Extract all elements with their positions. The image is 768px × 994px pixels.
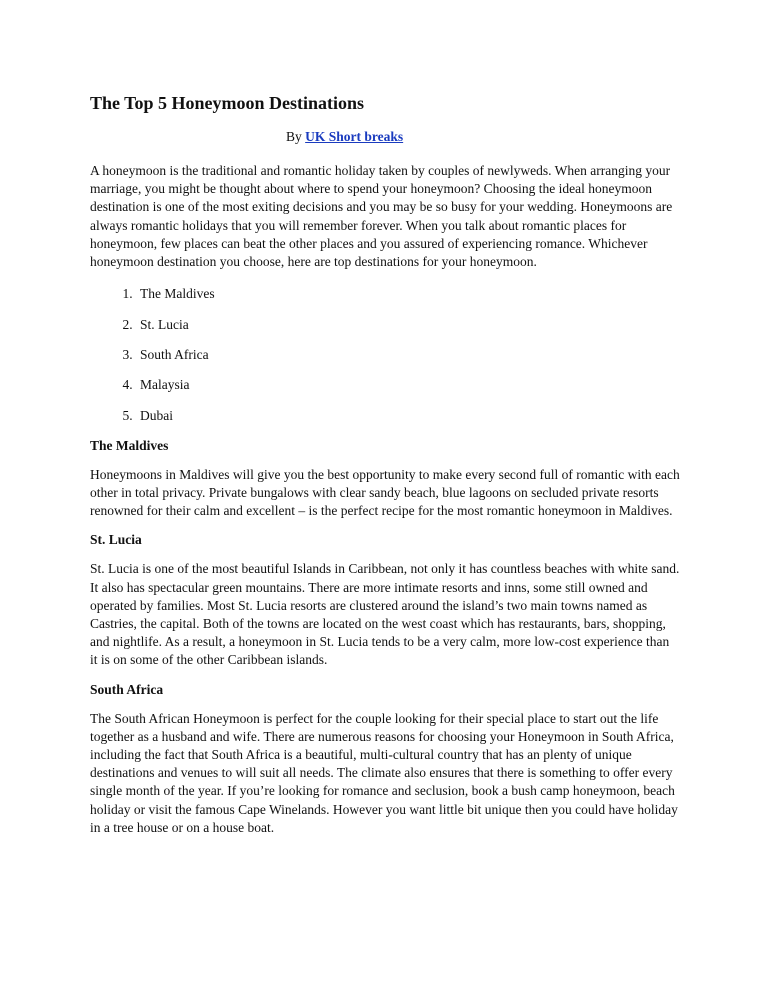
section-maldives [90, 437, 680, 521]
intro-paragraph: A honeymoon is the traditional and romantic holiday taken by couples of newlyweds. When arranging your marriage, you might be thought about where to spend your honeymoon? Choosing the ideal honeymoon destination is one of the most exiting decisions and you may be so busy for your wedding. Honeymoons are always romantic holidays that you will remember forever. When you talk about romantic places for honeymoon, few places can beat the other places and you assured of experiencing romance. Whichever honeymoon destination you choose, here are top destinations for your honeymoon. [90, 163, 673, 270]
destination-list [90, 285, 680, 425]
document-page [90, 92, 680, 848]
list-item: 3. South Africa [136, 346, 680, 364]
section-heading: The Maldives [90, 437, 169, 453]
byline-prefix: By [286, 129, 302, 144]
list-item: 5. Dubai [136, 407, 680, 425]
section-body: St. Lucia is one of the most beautiful Islands in Caribbean, not only it has countless beaches with white sand. It also has spectacular green mountains. There are more intimate resorts and inns, some still owned and operated by families. Most St. Lucia resorts are clustered around the island’s two main towns named as Castries, the capital. Both of the towns are located on the west coast which has restaurants, bars, shopping, and nightlife. As a result, a honeymoon in St. Lucia tends to be a very calm, more low-cost experience than it is on some of the other Caribbean islands. [90, 561, 680, 668]
section-body: Honeymoons in Maldives will give you the best opportunity to make every second full of romantic with each other in total privacy. Private bungalows with clear sandy beach, blue lagoons on secluded private resorts renowned for their calm and excellent – is the perfect recipe for the most romantic honeymoon in Maldives. [90, 466, 680, 519]
section-south-africa [90, 681, 680, 837]
list-item: 2. St. Lucia [136, 316, 680, 334]
author-link[interactable]: UK Short breaks [305, 129, 404, 144]
byline [90, 128, 680, 146]
list-item: 4. Malaysia [136, 376, 680, 394]
section-heading: St. Lucia [90, 532, 142, 548]
section-heading: South Africa [90, 681, 164, 697]
section-body: The South African Honeymoon is perfect for the couple looking for their special place to start out the life together as a husband and wife. There are numerous reasons for choosing your Honeymoon in South Africa, including the fact that South Africa is a beautiful, multi-cultural country that has an plenty of unique destinations and venues to will suit all needs. The climate also ensures that there is something to offer every single month of the year. If you’re looking for romance and seclusion, book a bush camp honeymoon, beach holiday or visit the famous Cape Winelands. However you want little bit unique then you could have holiday in a tree house or on a house boat. [90, 710, 678, 835]
page-title: The Top 5 Honeymoon Destinations [90, 93, 365, 113]
section-st-lucia [90, 531, 680, 669]
list-item: 1. The Maldives [136, 285, 680, 303]
